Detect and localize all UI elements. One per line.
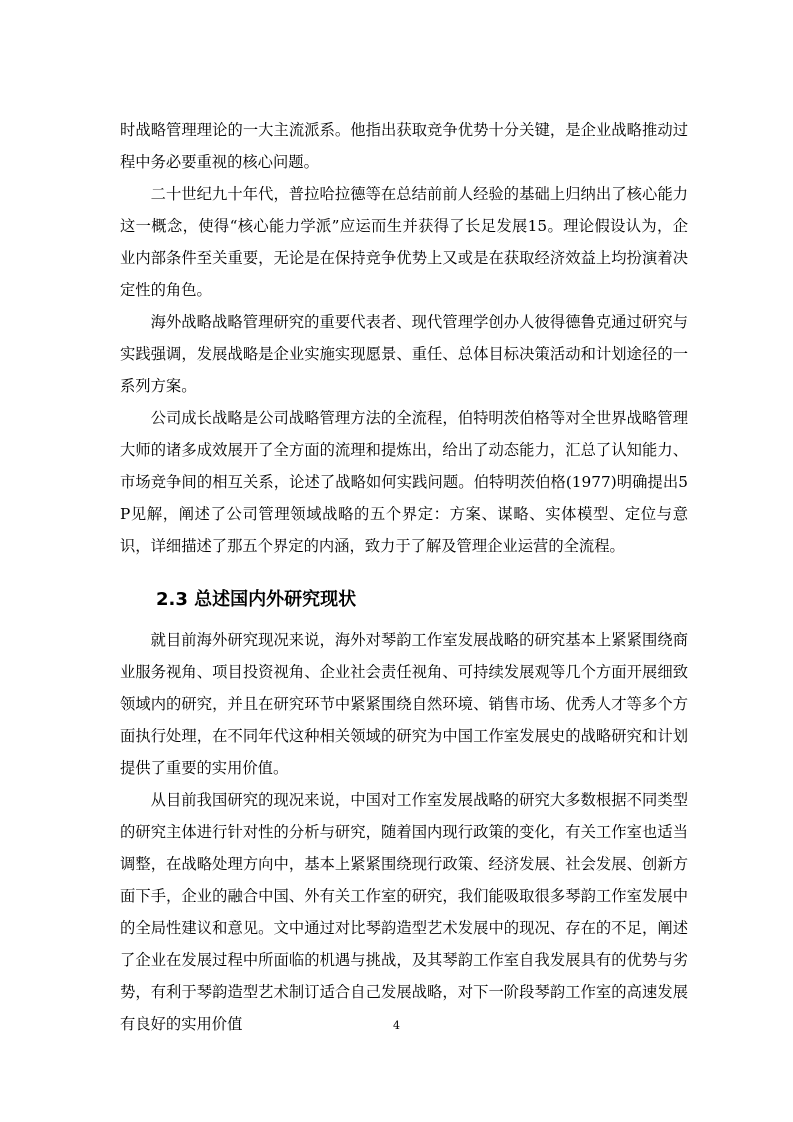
section-heading: 2.3 总述国内外研究现状 (156, 589, 357, 610)
paragraph-core-competence: 二十世纪九十年代，普拉哈拉德等在总结前前人经验的基础上归纳出了核心能力这一概念，使得“核心能力学派”应运而生并获得了长足发展15。理论假设认为，企业内部条件至关重要，无论是在保持竞争优势上又或是在获取经济效益上均扮演着决定性的角色。 (120, 185, 688, 299)
paragraph-overseas-research: 就目前海外研究现况来说，海外对琴韵工作室发展战略的研究基本上紧紧围绕商业服务视角、项目投资视角、企业社会责任视角、可持续发展观等几个方面开展细致领域内的研究，并且在研究环节中紧紧围绕自然环境、销售市场、优秀人才等多个方面执行处理，在不同年代这种相关领域的研究为中国工作室发展史的战略研究和计划提供了重要的实用价值。 (120, 631, 688, 777)
page-number: 4 (393, 1019, 400, 1032)
paragraph-continuation: 时战略管理理论的一大主流派系。他指出获取竞争优势十分关键，是企业战略推动过程中务必要重视的核心问题。 (120, 121, 688, 171)
paragraph-mintzberg: 公司成长战略是公司战略管理方法的全流程，伯特明茨伯格等对全世界战略管理大师的诸多成效展开了全方面的流理和提炼出，给出了动态能力，汇总了认知能力、市场竞争间的相互关系，论述了战略如何实践问题。伯特明茨伯格(1977)明确提出5P见解，阐述了公司管理领域战略的五个界定：方案、谋略、实体模型、定位与意识，详细描述了那五个界定的内涵，致力于了解及管理企业运营的全流程。 (120, 409, 688, 555)
body-text (120, 114, 688, 1040)
paragraph-domestic-research: 从目前我国研究的现况来说，中国对工作室发展战略的研究大多数根据不同类型的研究主体进行针对性的分析与研究，随着国内现行政策的变化，有关工作室也适当调整，在战略处理方向中，基本上紧紧围绕现行政策、经济发展、社会发展、创新方面下手，企业的融合中国、外有关工作室的研究，我们能吸取很多琴韵工作室发展中的全局性建议和意见。文中通过对比琴韵造型艺术发展中的现况、存在的不足，阐述了企业在发展过程中所面临的机遇与挑战，及其琴韵工作室自我发展具有的优势与劣势，有利于琴韵造型艺术制订适合自己发展战略，对下一阶段琴韵工作室的高速发展有良好的实用价值 (120, 791, 688, 1033)
paragraph-drucker: 海外战略战略管理研究的重要代表者、现代管理学创办人彼得德鲁克通过研究与实践强调，发展战略是企业实施实现愿景、重任、总体目标决策活动和计划途径的一系列方案。 (120, 313, 688, 395)
